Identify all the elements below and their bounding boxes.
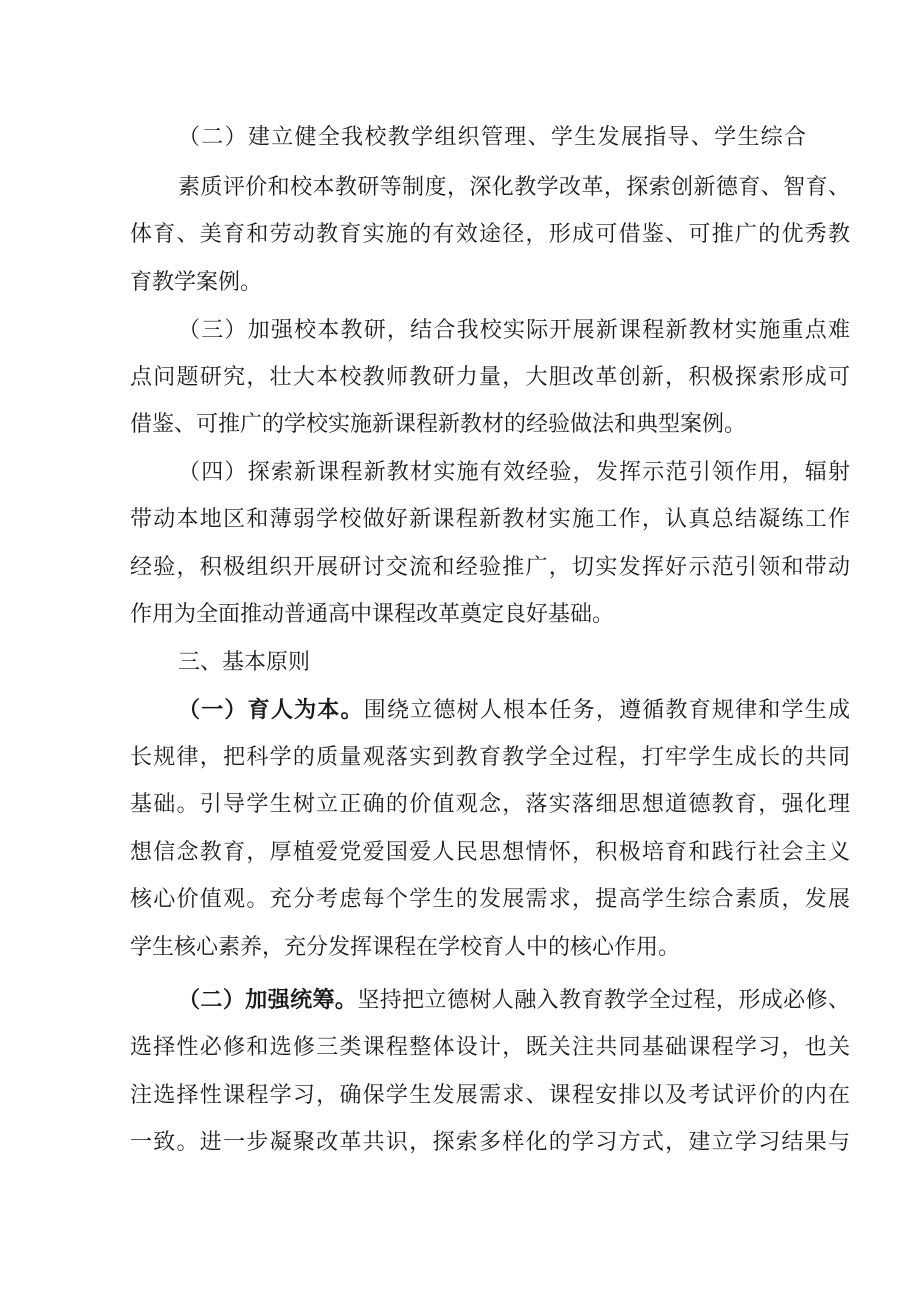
item-3-line-1: （三）加强校本教研，结合我校实际开展新课程新教材实施重点难 [178, 318, 850, 343]
item-4-line-1: （四）探索新课程新教材实施有效经验，发挥示范引领作用，辐射 [178, 460, 850, 485]
item-3-line-2: 点问题研究，壮大本校教师教研力量，大胆改革创新，积极探索形成可 [130, 365, 850, 390]
principle-1-line-4: 想信念教育，厚植爱党爱国爱人民思想情怀，积极培育和践行社会主义 [130, 840, 850, 865]
principle-1-text: 围绕立德树人根本任务，遵循教育规律和学生成 [363, 698, 850, 723]
item-2-line-4: 育教学案例。 [130, 270, 263, 295]
item-4-line-4: 作用为全面推动普通高中课程改革奠定良好基础。 [130, 602, 615, 627]
item-2-line-3: 体育、美育和劳动教育实施的有效途径，形成可借鉴、可推广的优秀教 [130, 222, 850, 247]
principle-1-title: （一）育人为本。 [178, 697, 364, 723]
principle-2-text: 坚持把立德树人融入教育教学全过程，形成必修、 [357, 988, 850, 1013]
principle-2-line-3: 注选择性课程学习，确保学生发展需求、课程安排以及考试评价的内在 [130, 1083, 850, 1108]
section-heading: 三、基本原则 [178, 650, 311, 675]
item-3-line-3: 借鉴、可推广的学校实施新课程新教材的经验做法和典型案例。 [130, 412, 747, 437]
principle-1-line-6: 学生核心素养，充分发挥课程在学校育人中的核心作用。 [130, 935, 681, 960]
principle-2-title: （二）加强统筹。 [178, 987, 358, 1013]
principle-1-line-3: 基础。引导学生树立正确的价值观念，落实落细思想道德教育，强化理 [130, 792, 850, 817]
principle-1-line-5: 核心价值观。充分考虑每个学生的发展需求，提高学生综合素质，发展 [130, 887, 850, 912]
principle-1-line-2: 长规律，把科学的质量观落实到教育教学全过程，打牢学生成长的共同 [130, 745, 850, 770]
principle-2-line-1 [178, 985, 850, 1016]
item-4-line-3: 经验，积极组织开展研讨交流和经验推广，切实发挥好示范引领和带动 [130, 555, 850, 580]
item-2-line-1: （二）建立健全我校教学组织管理、学生发展指导、学生综合 [178, 125, 806, 150]
principle-1-line-1 [178, 695, 850, 726]
principle-2-line-4: 一致。进一步凝聚改革共识，探索多样化的学习方式，建立学习结果与 [130, 1130, 850, 1155]
item-4-line-2: 带动本地区和薄弱学校做好新课程新教材实施工作，认真总结凝练工作 [130, 507, 850, 532]
item-2-line-2: 素质评价和校本教研等制度，深化教学改革，探索创新德育、智育、 [178, 175, 850, 200]
principle-2-line-2: 选择性必修和选修三类课程整体设计，既关注共同基础课程学习，也关 [130, 1035, 850, 1060]
